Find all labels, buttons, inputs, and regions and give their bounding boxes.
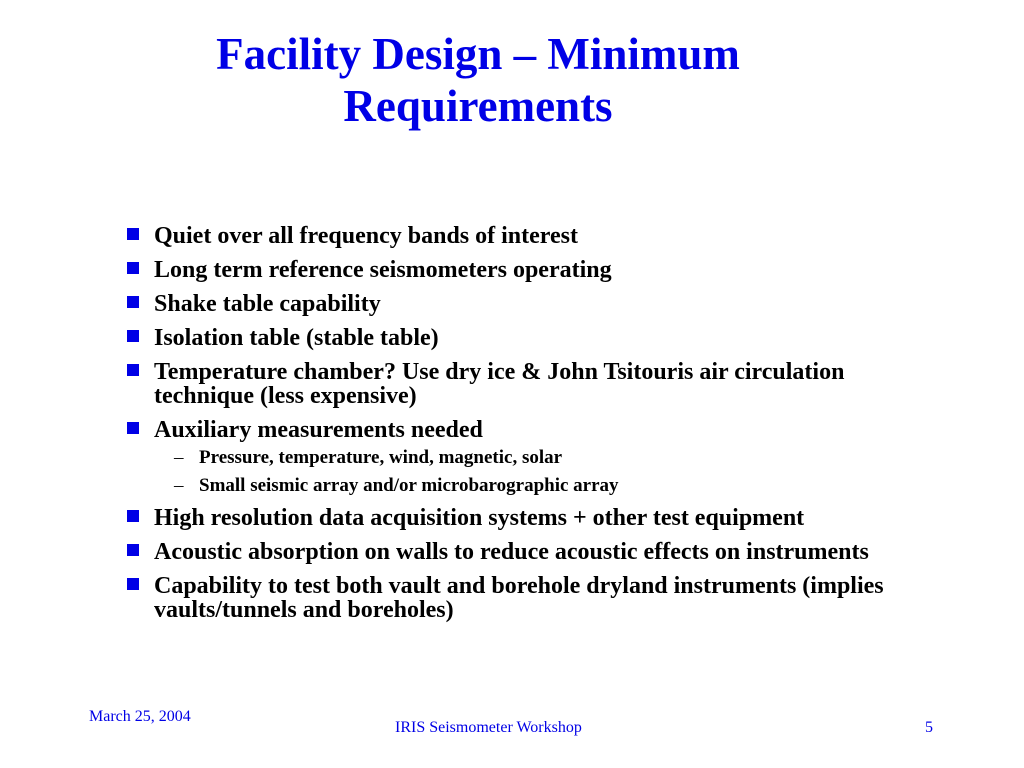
bullet-text: Quiet over all frequency bands of interest <box>154 223 578 249</box>
square-bullet-icon <box>127 364 139 376</box>
sub-bullet-text: Small seismic array and/or microbarographic array <box>199 475 619 496</box>
page-number: 5 <box>925 719 933 736</box>
sub-bullet-text: Pressure, temperature, wind, magnetic, solar <box>199 447 563 468</box>
bullet-item <box>124 574 884 622</box>
bullet-text: Shake table capability <box>154 291 381 317</box>
bullet-text: Isolation table (stable table) <box>154 325 439 351</box>
sub-bullet-list <box>154 448 884 496</box>
sub-bullet-item <box>154 476 884 496</box>
square-bullet-icon <box>127 262 139 274</box>
footer-title: IRIS Seismometer Workshop <box>395 719 582 736</box>
sub-bullet-item <box>154 448 884 468</box>
title-line-1: Facility Design – Minimum <box>216 29 740 79</box>
bullet-item <box>124 418 884 496</box>
bullet-text: Long term reference seismometers operating <box>154 257 612 283</box>
bullet-text: Auxiliary measurements needed <box>154 417 483 443</box>
dash-marker: – <box>174 475 184 496</box>
square-bullet-icon <box>127 422 139 434</box>
square-bullet-icon <box>127 544 139 556</box>
bullet-text: Temperature chamber? Use dry ice & John Tsitouris air circulation technique (less expensive) <box>154 359 845 409</box>
slide-title <box>0 28 956 132</box>
square-bullet-icon <box>127 578 139 590</box>
dash-marker: – <box>174 447 184 468</box>
bullet-item <box>124 292 884 316</box>
square-bullet-icon <box>127 330 139 342</box>
square-bullet-icon <box>127 228 139 240</box>
square-bullet-icon <box>127 296 139 308</box>
bullet-text: High resolution data acquisition systems + other test equipment <box>154 505 805 531</box>
title-line-2: Requirements <box>343 81 613 131</box>
bullet-text: Acoustic absorption on walls to reduce acoustic effects on instruments <box>154 539 869 565</box>
bullet-list <box>124 224 884 632</box>
bullet-text: Capability to test both vault and borehole dryland instruments (implies vaults/tunnels and boreholes) <box>154 573 884 623</box>
footer-date: March 25, 2004 <box>89 708 191 725</box>
bullet-item <box>124 540 884 564</box>
bullet-item <box>124 258 884 282</box>
bullet-item <box>124 360 884 408</box>
bullet-item <box>124 506 884 530</box>
bullet-item <box>124 224 884 248</box>
square-bullet-icon <box>127 510 139 522</box>
bullet-item <box>124 326 884 350</box>
